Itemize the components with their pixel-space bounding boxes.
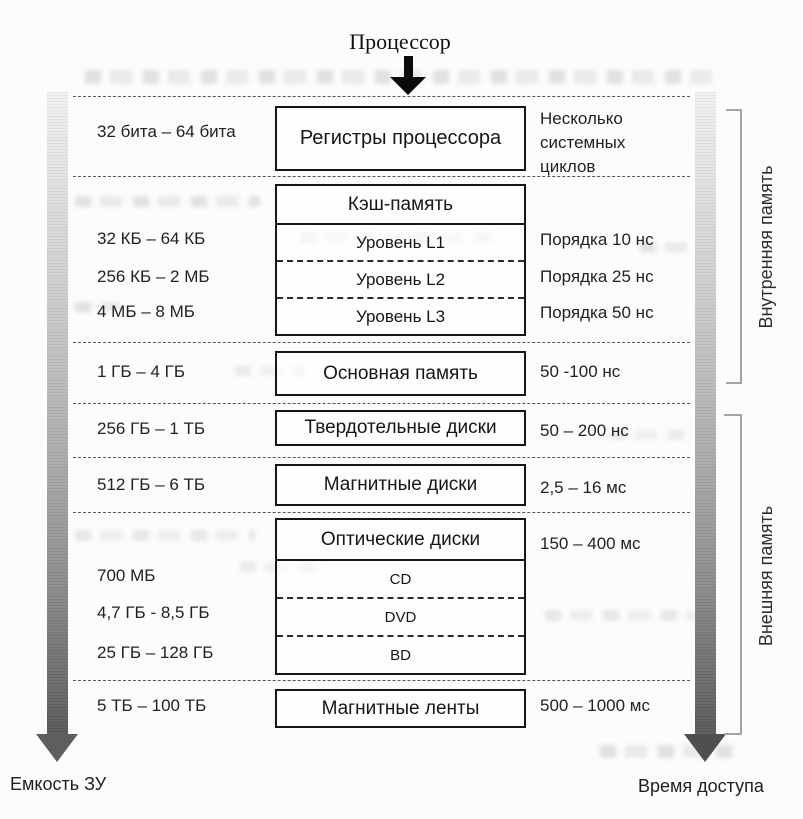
time-label-optical: 150 – 400 мс (540, 534, 641, 553)
external-memory-bracket (724, 414, 742, 735)
time-label-l3: Порядка 50 нс (540, 303, 654, 322)
box-cache-l3: Уровень L3 (277, 297, 524, 334)
processor-label: Процессор (349, 29, 451, 54)
separator-line (73, 96, 690, 97)
separator-line (73, 342, 690, 343)
box-cache-l1: Уровень L1 (355, 232, 446, 252)
time-label-l2: Порядка 25 нс (540, 267, 654, 286)
box-cache-l2: Уровень L2 (277, 260, 524, 297)
processor-arrowhead-icon (390, 77, 426, 95)
time-label-registers: Несколько системных циклов (540, 109, 626, 176)
box-tape-label: Магнитные ленты (321, 697, 480, 719)
box-ssd (275, 410, 526, 446)
internal-memory-label: Внутренняя память (755, 165, 776, 329)
box-optical (275, 518, 526, 675)
capacity-label-ssd: 256 ГБ – 1 ТБ (97, 419, 206, 438)
box-hdd-label: Магнитные диски (323, 474, 478, 495)
time-label-l1: Порядка 10 нс (540, 230, 654, 249)
access-time-axis-arrow (695, 92, 716, 735)
access-time-axis-arrowhead-icon (684, 734, 726, 762)
external-memory-label: Внешняя память (755, 505, 776, 647)
box-cache-header: Кэш-память (277, 186, 524, 225)
time-label-hdd: 2,5 – 16 мс (540, 478, 627, 497)
capacity-label-tape: 5 ТБ – 100 ТБ (97, 696, 207, 715)
box-optical-header: Оптические диски (277, 520, 524, 561)
scan-artifact (545, 610, 695, 621)
capacity-label-l3: 4 МБ – 8 МБ (97, 302, 195, 321)
box-registers (275, 106, 526, 171)
box-main-memory-label: Основная память (323, 362, 478, 384)
time-label-ssd: 50 – 200 нс (540, 421, 629, 440)
capacity-label-l2: 256 КБ – 2 МБ (97, 267, 210, 286)
box-hdd (275, 464, 526, 506)
box-ssd-label: Твердотельные диски (304, 417, 497, 438)
capacity-axis-arrowhead-icon (36, 734, 78, 762)
box-optical-dvd: DVD (277, 597, 524, 635)
capacity-axis-label: Емкость ЗУ (10, 774, 107, 794)
time-label-main-memory: 50 -100 нс (540, 362, 621, 381)
separator-line (73, 680, 690, 681)
access-time-axis-label: Время доступа (638, 776, 764, 796)
box-optical-cd: CD (389, 570, 412, 588)
capacity-label-hdd: 512 ГБ – 6 ТБ (97, 475, 206, 494)
separator-line (73, 403, 690, 404)
separator-line (73, 457, 690, 458)
box-tape (275, 689, 526, 728)
capacity-axis-arrow (47, 92, 68, 735)
internal-memory-bracket (726, 109, 742, 384)
separator-line (73, 512, 690, 513)
scan-artifact (75, 530, 255, 541)
capacity-label-cd: 700 МБ (97, 566, 156, 585)
scan-artifact (75, 196, 260, 207)
capacity-label-bd: 25 ГБ – 128 ГБ (97, 643, 214, 662)
box-main-memory (275, 351, 526, 396)
box-registers-label: Регистры процессора (299, 127, 502, 149)
box-cache (275, 184, 526, 336)
processor-arrow-icon (404, 56, 413, 79)
capacity-label-l1: 32 КБ – 64 КБ (97, 229, 206, 248)
capacity-label-registers: 32 бита – 64 бита (97, 122, 236, 141)
box-optical-bd: BD (277, 635, 524, 673)
capacity-label-main-memory: 1 ГБ – 4 ГБ (97, 362, 185, 381)
time-label-tape: 500 – 1000 мс (540, 696, 650, 715)
capacity-label-dvd: 4,7 ГБ - 8,5 ГБ (97, 603, 210, 622)
